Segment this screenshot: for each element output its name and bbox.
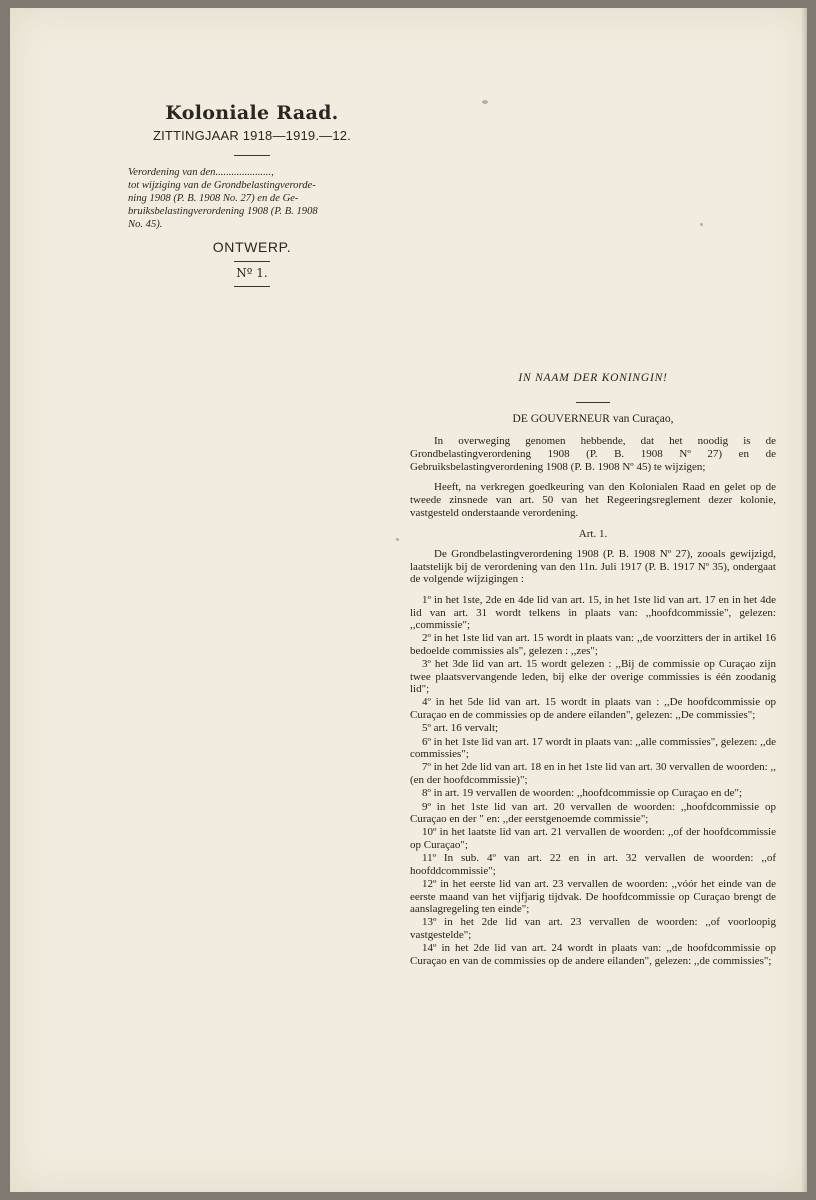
paper-speck [396,538,399,541]
amendment-item: 1º in het 1ste, 2de en 4de lid van art. 15, in het 1ste lid van art. 17 en in het 4de lid van art. 31 wordt telkens in plaats van: ,,hoofdcommissie", gelezen: ,,commissie"; [410,594,776,631]
document-page [10,8,807,1192]
article-intro: De Grondbelastingverordening 1908 (P. B. 1908 Nº 27), zooals gewijzigd, laatstelijk bij de verordening van den 11n. Juli 1917 (P. B. 1917 Nº 35), ondergaat de volgende wijzigingen : [410,547,776,586]
description-line: tot wijziging van de Grondbelastingverorde- [128,180,316,191]
amendment-item: 9º in het 1ste lid van art. 20 vervallen de woorden: ,,hoofdcommissie op Curaçao en der " en: ,,der eerstgenoemde commissie"; [410,800,776,826]
amendment-item: 10º in het laatste lid van art. 21 vervallen de woorden: ,,of der hoofdcommissie op Curaçao"; [410,826,776,851]
description-line: No. 45). [128,219,163,230]
amendment-item: 4º in het 5de lid van art. 15 wordt in plaats van : ,,De hoofdcommissie op Curaçao en de commissies op de andere eilanden", gelezen: ,,De commissies"; [410,696,776,721]
description-line: ning 1908 (P. B. 1908 No. 27) en de Ge- [128,193,299,204]
divider [234,155,270,156]
description-line: Verordening van den....................., [128,167,274,178]
amendment-item: 12º in het eerste lid van art. 23 vervallen de woorden: ,,vóór het einde van de eerste maand van het vijfjarig tijdvak. De hoofdcommissie op Curaçao brengt de aanslagregeling ten einde"; [410,878,776,915]
divider [234,261,270,262]
ordinance-description [128,166,384,231]
paper-speck [482,100,488,104]
amendment-item: 7º in het 2de lid van art. 18 en in het 1ste lid van art. 30 vervallen de woorden: ,,(en der hoofdcommissie)"; [410,761,776,786]
governor-line: DE GOUVERNEUR van Curaçao, [512,413,674,425]
amendment-item: 11º In sub. 4º van art. 22 en in art. 32 vervallen de woorden: ,,of hoofddcommissie"; [410,852,776,877]
amendment-item: 5º art. 16 vervalt; [422,722,499,735]
document-number: Nº 1. [236,266,268,280]
approval-paragraph: Heeft, na verkregen goedkeuring van den Kolonialen Raad en gelet op de tweede zinsnede van art. 50 van het Regeeringsreglement dezer kolonie, vastgesteld onderstaande verordening. [410,481,776,519]
invocation: IN NAAM DER KONINGIN! [518,372,668,384]
council-title: Koloniale Raad. [165,102,339,124]
header-block [120,102,384,287]
draft-label: ONTWERP. [212,239,292,255]
amendment-item: 8º in art. 19 vervallen de woorden: ,,hoofdcommissie op Curaçao en de"; [422,787,743,800]
amendment-item: 3º het 3de lid van art. 15 wordt gelezen : ,,Bij de commissie op Curaçao zijn twee plaatsvervangende leden, bij elke der overige commissies is één zoodanig lid"; [410,658,776,696]
amendment-item: 13º in het 2de lid van art. 23 vervallen de woorden: ,,of voorloopig vastgestelde"; [410,916,776,941]
description-line: bruiksbelastingverordening 1908 (P. B. 1908 [128,206,318,217]
paper-speck [700,223,703,226]
divider [576,402,610,403]
considering-paragraph: In overweging genomen hebbende, dat het noodig is de Grondbelastingverordening 1908 (P. B. 1908 Nº 27) en de Gebruiksbelastingverordening 1908 (P. B. 1908 Nº 45) te wijzigen; [410,435,776,473]
session-year: ZITTINGJAAR 1918—1919.—12. [152,128,352,143]
ordinance-body [410,372,776,968]
divider [234,286,270,287]
amendment-item: 2º in het 1ste lid van art. 15 wordt in plaats van: ,,de voorzitters der in artikel 16 bedoelde commissies als", gelezen : ,,zes"; [410,632,776,657]
article-heading: Art. 1. [578,527,608,540]
amendment-item: 14º in het 2de lid van art. 24 wordt in plaats van: ,,de hoofdcommissie op Curaçao en van de commissies op de andere eilanden", gelezen: ,,de commissies"; [410,942,776,967]
amendment-item: 6º in het 1ste lid van art. 17 wordt in plaats van: ,,alle commissies", gelezen: ,,de commissies"; [410,735,777,761]
